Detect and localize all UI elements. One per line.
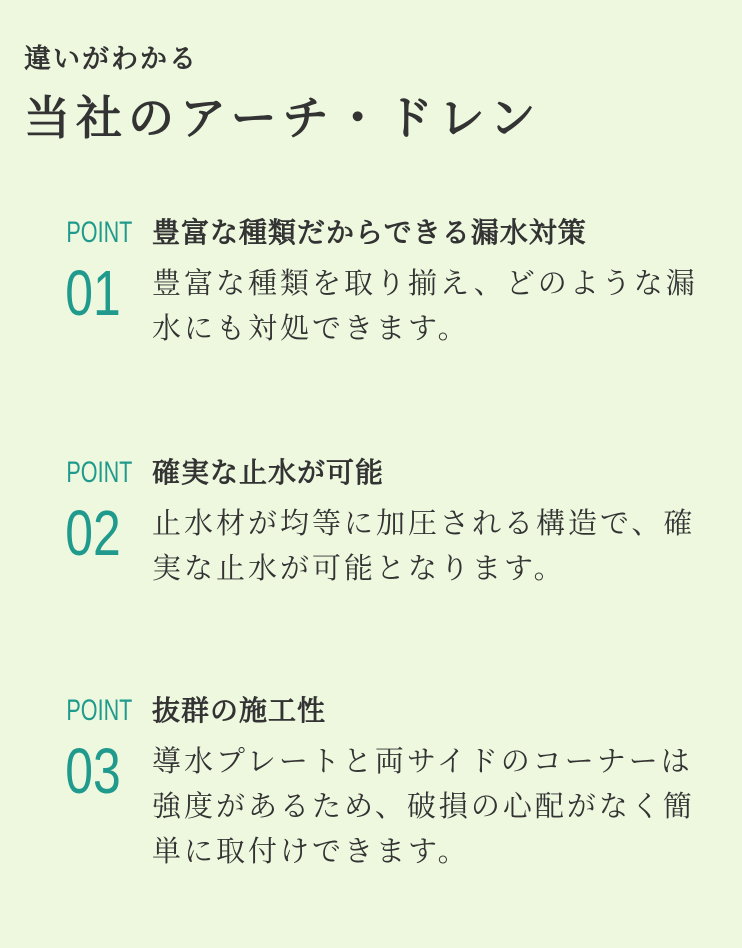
point-description-2: 止水材が均等に加圧される構造で、確実な止水が可能となります。 — [152, 506, 696, 585]
point-description-3: 導水プレートと両サイドのコーナーは強度があるため、破損の心配がなく簡単に取付けできます。 — [152, 744, 695, 868]
point-badge-1 — [56, 215, 133, 329]
point-content-3 — [152, 693, 708, 874]
point-heading-3: 抜群の施工性 — [152, 694, 327, 727]
point-number-3: 03 — [65, 735, 121, 807]
point-heading-2: 確実な止水が可能 — [152, 456, 385, 489]
point-label-3: POINT — [66, 694, 133, 727]
point-number-1: 01 — [65, 257, 121, 329]
section-header — [24, 40, 541, 148]
point-badge-3 — [56, 693, 133, 807]
point-badge-2 — [56, 455, 133, 569]
point-label-2: POINT — [66, 456, 133, 489]
point-number-2: 02 — [65, 497, 121, 569]
point-label-1: POINT — [66, 216, 133, 249]
point-content-1 — [152, 215, 708, 351]
point-content-2 — [152, 455, 708, 591]
point-heading-1: 豊富な種類だからできる漏水対策 — [152, 216, 587, 249]
section-subtitle: 違いがわかる — [24, 44, 198, 75]
section-title: 当社のアーチ・ドレン — [24, 91, 542, 145]
point-description-1: 豊富な種類を取り揃え、どのような漏水にも対処できます。 — [152, 266, 698, 345]
